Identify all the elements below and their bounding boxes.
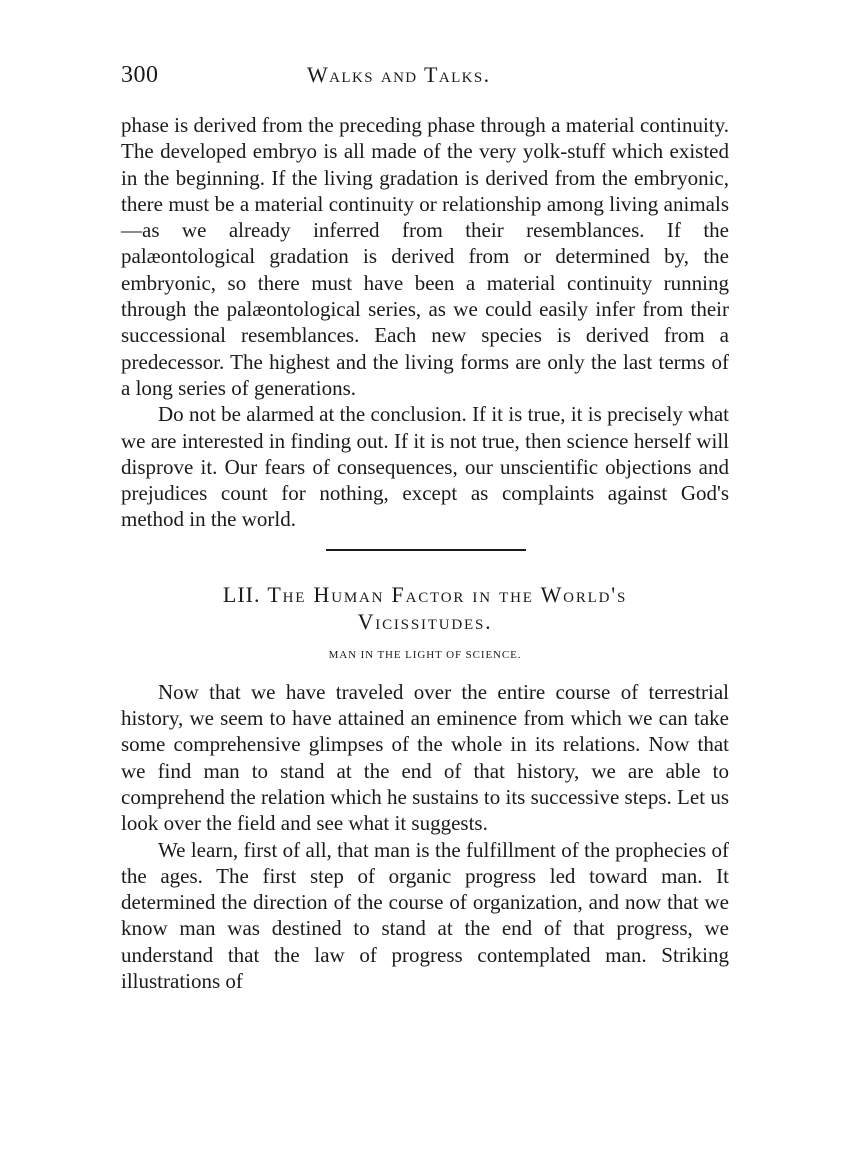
paragraph: We learn, first of all, that man is the fulfillment of the prophecies of the ages. The first step of organic progress led toward man. It determined the direction of the course of organization, and now that we know man was destined to stand at the end of that progress, we understand that the law of progress contemplated man. Striking illustrations of xyxy=(121,837,729,994)
running-head xyxy=(121,58,729,94)
chapter-title-line-2: Vicissitudes. xyxy=(357,608,493,634)
chapter-heading xyxy=(121,581,729,635)
chapter-title-line-1 xyxy=(121,581,729,608)
book-page xyxy=(121,58,729,994)
chapter-subtitle: MAN IN THE LIGHT OF SCIENCE. xyxy=(328,648,522,661)
continued-text xyxy=(121,112,729,533)
paragraph: Do not be alarmed at the conclusion. If it is true, it is precisely what we are interested in finding out. If it is not true, then science herself will disprove it. Our fears of consequences, our unscientific objections and prejudices count for nothing, except as complaints against God's method in the world. xyxy=(121,402,729,532)
section-divider xyxy=(326,549,526,551)
running-title: Walks and Talks. xyxy=(307,62,491,87)
chapter-number: LII. xyxy=(222,581,261,607)
paragraph: Now that we have traveled over the entire course of terrestrial history, we seem to have attained an eminence from which we can take some comprehensive glimpses of the whole in its relations. Now that we find man to stand at the end of that history, we are able to comprehend the relation which he sustains to its successive steps. Let us look over the field and see what it suggests. xyxy=(121,679,729,836)
chapter-text xyxy=(121,679,729,995)
chapter-title: The Human Factor in the World's xyxy=(267,581,628,607)
page-number: 300 xyxy=(121,62,159,88)
paragraph: phase is derived from the preceding phase through a material continuity. The developed embryo is all made of the very yolk-stuff which existed in the beginning. If the living gradation is derived from the embryonic, there must be a material continuity or relationship among living animals—as we already inferred from their resemblances. If the palæontological gradation is derived from or determined by, the embryonic, so there must have been a material continuity running through the palæontological series, as we could easily infer from their successional resemblances. Each new species is derived from a predecessor. The highest and the living forms are only the last terms of a long series of generations. xyxy=(121,113,729,400)
